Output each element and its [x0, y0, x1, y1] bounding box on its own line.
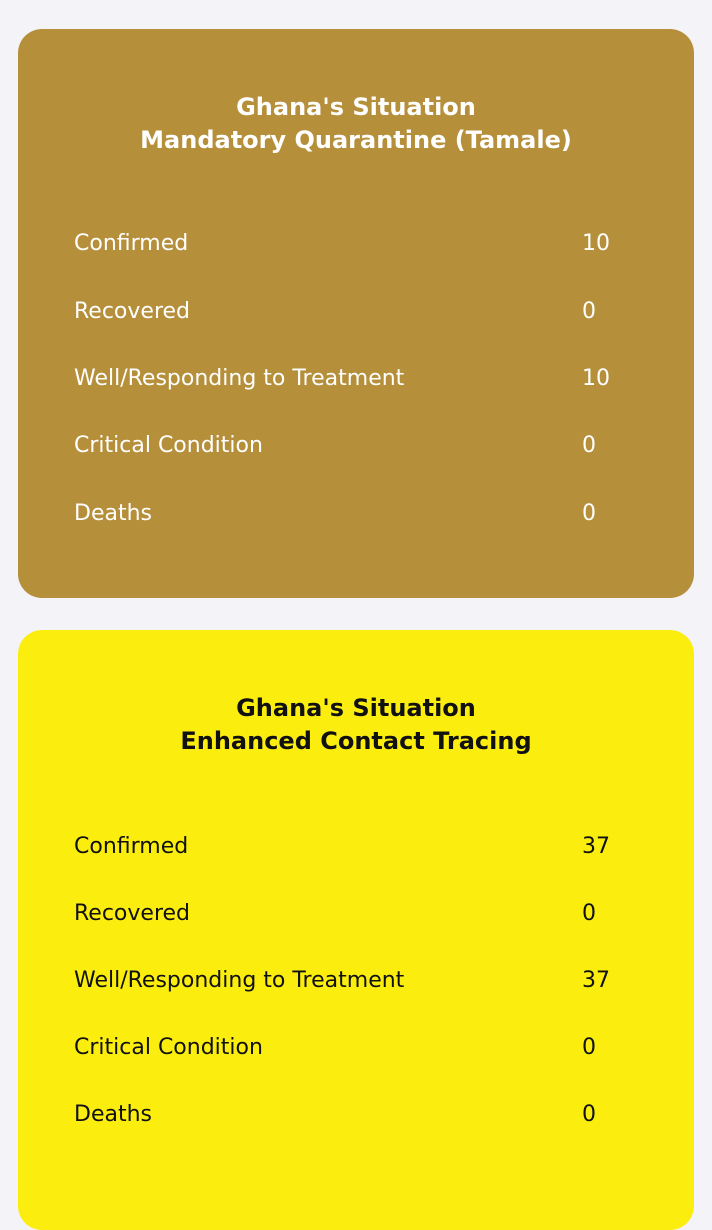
stat-row-critical-condition — [74, 1031, 674, 1065]
stat-value: 37 — [582, 968, 610, 993]
tracing-title-line1: Ghana's Situation — [236, 694, 476, 722]
stat-label: Confirmed — [74, 834, 189, 859]
stat-label: Critical Condition — [74, 1035, 263, 1060]
stat-label: Recovered — [74, 299, 191, 324]
stat-value: 0 — [582, 433, 596, 458]
stat-value: 37 — [582, 834, 610, 859]
stat-value: 10 — [582, 366, 610, 391]
stat-value: 0 — [582, 501, 596, 526]
quarantine-title-line2: Mandatory Quarantine (Tamale) — [140, 126, 572, 154]
stat-row-critical-condition — [74, 429, 674, 463]
stat-row-confirmed — [74, 227, 674, 261]
stat-label: Well/Responding to Treatment — [74, 968, 405, 993]
stat-value: 0 — [582, 901, 596, 926]
stat-label: Confirmed — [74, 231, 189, 256]
stat-row-recovered — [74, 897, 674, 931]
stat-value: 10 — [582, 231, 610, 256]
quarantine-card-title — [18, 91, 694, 157]
stat-label: Recovered — [74, 901, 191, 926]
stat-value: 0 — [582, 1102, 596, 1127]
contact-tracing-card — [18, 630, 694, 1230]
stat-label: Critical Condition — [74, 433, 263, 458]
stat-row-well-responding — [74, 964, 674, 998]
tracing-title-line2: Enhanced Contact Tracing — [180, 727, 532, 755]
tracing-card-title — [18, 692, 694, 758]
stat-row-confirmed — [74, 830, 674, 864]
quarantine-title-line1: Ghana's Situation — [236, 93, 476, 121]
stat-label: Well/Responding to Treatment — [74, 366, 405, 391]
stat-row-recovered — [74, 295, 674, 329]
stat-label: Deaths — [74, 501, 152, 526]
quarantine-card — [18, 29, 694, 598]
stat-row-deaths — [74, 1098, 674, 1132]
stat-value: 0 — [582, 299, 596, 324]
stat-label: Deaths — [74, 1102, 152, 1127]
stat-value: 0 — [582, 1035, 596, 1060]
stat-row-well-responding — [74, 362, 674, 396]
stat-row-deaths — [74, 497, 674, 531]
